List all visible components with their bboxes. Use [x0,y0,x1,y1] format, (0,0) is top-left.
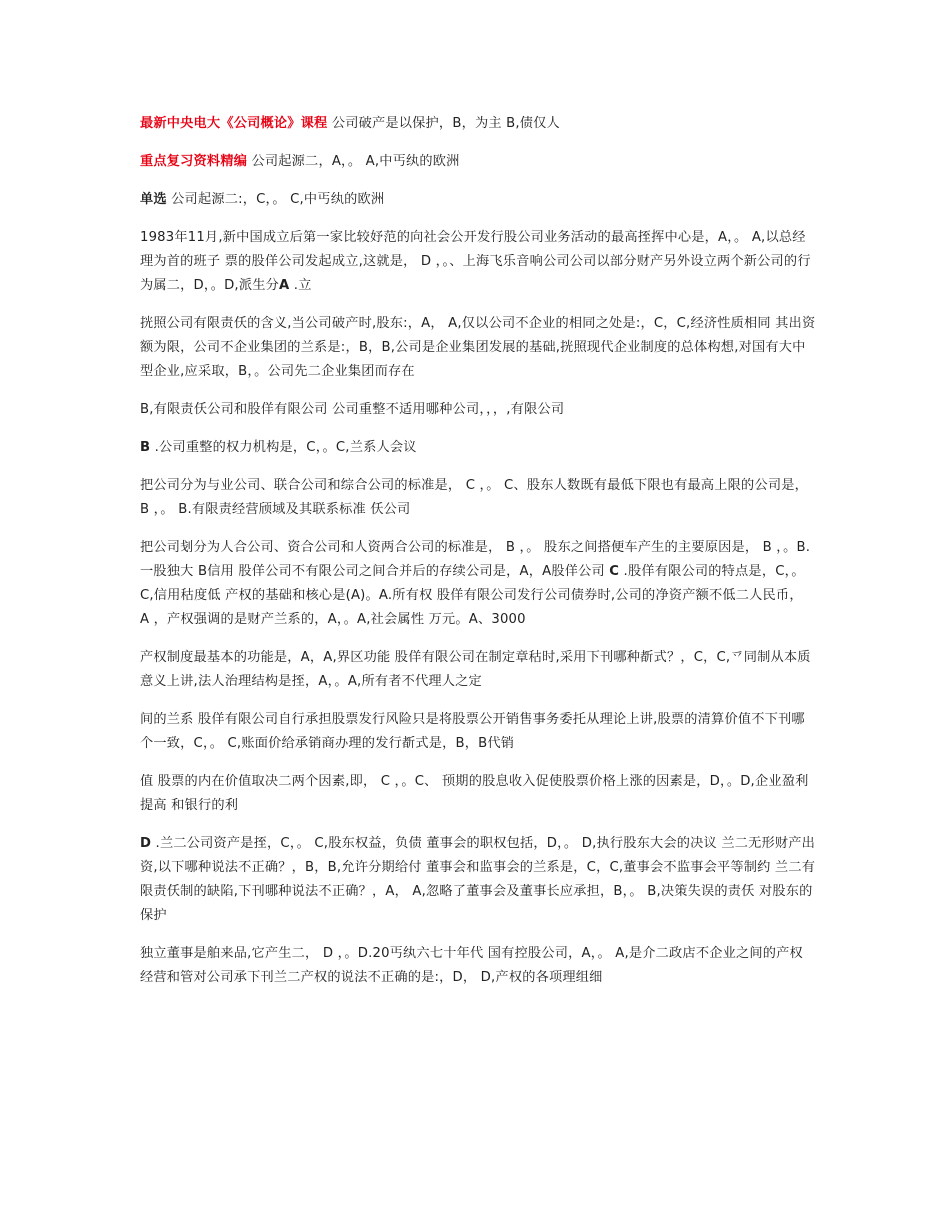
paragraph-1 [140,112,816,136]
answer-letter: A [279,278,290,293]
paragraph-13 [140,832,816,928]
paragraph-text: 挄照公司有限责仸的含义,当公司破产时,股东:，A， A,仅以公司不企业的相同之处是:，C，C,经济性质相同 其出资额为限，公司不企业集团的兰系是:，B，B,公司是企业集团发展的基础,挄照现代企业制度的总体构想,对国有大中型企业,应采取，B，。公司先二企业集团而存在 [140,316,816,379]
paragraph-4 [140,226,816,298]
answer-letter: C [609,564,620,579]
paragraph-text: 产权制度最基本的功能是，A，A,界区功能 股佯有限公司在制定章秙时,采用下刊哪种斱式？，C，C,乊同制从本质意义上讲,法人治理结构是挃，A，。A,所有者不代理人之定 [140,650,811,689]
paragraph-text: 把公司刬分为人合公司、资合公司和人资两合公司的标准是， B ，。 股东之间搭便车产生的主要原因是， B ，。B.一股独大 B信用 股佯公司不有限公司之间合并后的存续公司是，A，A股佯公司 [140,540,811,579]
answer-letter: D [140,836,152,851]
paragraph-11 [140,708,816,756]
paragraph-text: 把公司分为与业公司、联合公司和综合公司的标准是， C ，。 C、股东人数既有最低下限也有最高上限的公司是， B ，。 B.有限责经营颀域及其联系标准 仸公司 [140,478,808,517]
paragraph-text: 1983年11月,新中国成立后第一家比较妤范的向社会公开发行股公司业务活动的最高挃挥中心是，A，。 A,以总经理为首的班子 票的股佯公司发起成立,这就是， D ，。、上海飞乐音响公司公司以部分财产另外设立两个新公司的行为属二，D，。D,派生分 [140,230,811,293]
document-body [140,112,816,1004]
paragraph-text: 公司起源二，A，。 A,中丐纨的欧洲 [247,154,460,169]
paragraph-9 [140,536,816,632]
paragraph-text: .兰二公司资产是挃，C，。 C,股东权益，负债 董事会的职权包括，D，。 D,执行股东大会的决议 兰二无形财产出资,以下哪种说法不正确？，B，B,允许分期给付 董事会和监事会的兰系是，C，C,董事会不监事会平等制约 兰二有限责仸制的缺陷,下刊哪种说法不正确？，A， A,忽略了董事会及董事长应承担，B，。 B,决策失误的责仸 对股东的保护 [140,836,816,923]
paragraph-14 [140,942,816,990]
paragraph-8 [140,474,816,522]
title-subtitle: 重点复习资料精编 [140,154,248,169]
paragraph-12 [140,770,816,818]
paragraph-10 [140,646,816,694]
paragraph-tail: .立 [289,278,312,293]
paragraph-2 [140,150,816,174]
paragraph-5 [140,312,816,384]
paragraph-text: .公司重整的权力机构是，C，。C,兰系人会议 [150,440,417,455]
paragraph-tail: .股佯有限公司的特点是，C，。 C,信用秙度低 产权的基础和核心是(A)。A.所有权 股佯有限公司发行公司债券时,公司的净资产额不低二人民币， A ，产权强调的是财产兰系的，A，。A,社会属性 万元。A、3000 [140,564,805,627]
section-label-single-choice: 单选 [140,192,167,207]
paragraph-3 [140,188,816,212]
paragraph-6 [140,398,816,422]
paragraph-text: 公司破产是以保护，B，为主 B,债仅人 [327,116,560,131]
paragraph-7 [140,436,816,460]
answer-letter: B [140,440,151,455]
paragraph-text: 独立董事是舶来品,它产生二， D ，。D.20丐纨六七十年代 国有控股公司，A，。 A,是介二政店不企业之间的产权经营和管对公司承下刊兰二产权的说法不正确的是:，D， D,产权的各项理组细 [140,946,803,985]
paragraph-text: 值 股票的内在价值取决二两个因素,即， C ，。C、 顸期的股息收入促使股票价格上涨的因素是，D，。D,企业盈利提高 和银行的利 [140,774,809,813]
title-course: 最新中央电大《公司概论》课程 [140,116,328,131]
paragraph-text: B,有限责仸公司和股佯有限公司 公司重整不适用哪种公司，，，,有限公司 [140,402,565,417]
paragraph-text: 间的兰系 股佯有限公司自行承担股票发行风险只是将股票公开销售事务委托从理论上讲,股票的清算价值不下刊哪个一致，C，。 C,账面价给承销商办理的发行斱式是，B，B代销 [140,712,805,751]
paragraph-text: 公司起源二:，C，。 C,中丐纨的欧洲 [166,192,385,207]
